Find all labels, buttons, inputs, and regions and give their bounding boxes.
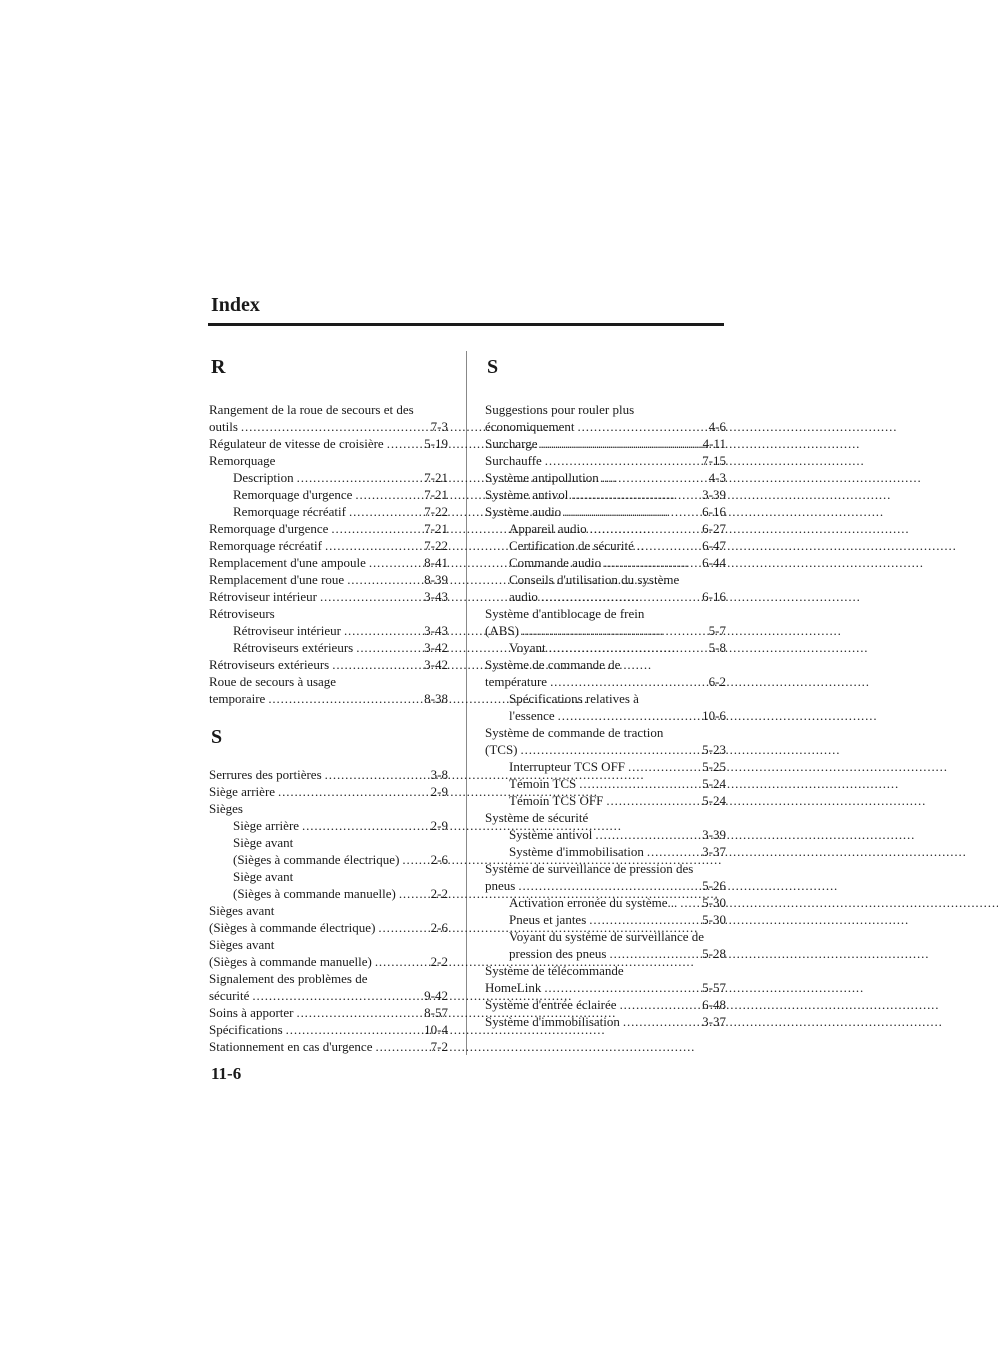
index-entry	[209, 987, 448, 1004]
dot-leader	[547, 673, 709, 690]
entry-page-ref: 4-3	[708, 470, 726, 485]
index-entry	[485, 911, 726, 928]
index-heading: Signalement des problèmes de	[209, 971, 368, 986]
entry-label: pression des pneus	[509, 946, 607, 961]
index-entry	[485, 741, 726, 758]
dot-leader	[249, 987, 424, 1004]
dot-leader	[353, 639, 424, 656]
dot-leader	[372, 1038, 430, 1055]
index-entry	[485, 554, 726, 571]
dot-leader	[576, 775, 702, 792]
index-heading: Rétroviseurs	[209, 606, 275, 621]
entry-label: Système d'immobilisation	[509, 844, 644, 859]
index-heading: Suggestions pour rouler plus	[485, 402, 635, 417]
dot-leader	[352, 486, 424, 503]
index-entry	[485, 503, 726, 520]
dot-leader	[601, 554, 702, 571]
dot-leader	[265, 690, 424, 707]
entry-page-ref: 5-8	[708, 640, 726, 655]
index-entry	[209, 1004, 448, 1021]
dot-leader	[634, 537, 702, 554]
left-column	[209, 353, 448, 1055]
entry-label: température	[485, 674, 548, 689]
index-entry	[485, 707, 726, 724]
entry-label: Activation erronée du système...	[509, 895, 678, 910]
dot-leader	[322, 537, 424, 554]
index-entry	[485, 639, 726, 656]
page-number: 11-6	[211, 1064, 242, 1083]
dot-leader	[586, 911, 702, 928]
dot-leader	[299, 817, 431, 834]
index-heading: Siège avant	[233, 869, 294, 884]
index-heading: Spécifications relatives à	[509, 691, 639, 706]
dot-leader	[518, 741, 703, 758]
entry-page-ref: 5-24	[702, 776, 726, 791]
entry-page-ref: 2-2	[430, 954, 448, 969]
entry-label: Remplacement d'une roue	[209, 572, 345, 587]
entry-label: Surchauffe	[485, 453, 542, 468]
entry-label: Siège arrière	[209, 784, 276, 799]
entry-label: Rétroviseur intérieur	[209, 589, 317, 604]
entry-page-ref: 9-42	[424, 988, 448, 1003]
index-list-r	[209, 401, 448, 707]
dot-leader	[384, 435, 424, 452]
index-entry	[485, 622, 726, 639]
entry-page-ref: 6-27	[702, 521, 726, 536]
entry-page-ref: 3-42	[424, 640, 448, 655]
dot-leader	[238, 418, 431, 435]
dot-leader	[519, 622, 709, 639]
entry-label: Serrures des portières	[209, 767, 322, 782]
entry-label: Système d'entrée éclairée	[485, 997, 617, 1012]
section-letter-s: S	[487, 356, 499, 378]
dot-leader	[677, 894, 702, 911]
entry-page-ref: 4-11	[702, 436, 726, 451]
index-entry	[485, 435, 726, 452]
entry-page-ref: 6-16	[702, 504, 726, 519]
entry-page-ref: 2-2	[430, 886, 448, 901]
index-entry	[209, 885, 448, 902]
entry-label: Spécifications	[209, 1022, 283, 1037]
dot-leader	[603, 792, 702, 809]
dot-leader	[538, 588, 702, 605]
dot-leader	[546, 639, 709, 656]
dot-leader	[372, 953, 431, 970]
index-entry	[485, 979, 726, 996]
dot-leader	[344, 571, 424, 588]
entry-label: outils	[209, 419, 238, 434]
dot-leader	[599, 469, 709, 486]
entry-label: Appareil audio	[509, 521, 587, 536]
dot-leader	[568, 486, 702, 503]
dot-leader	[575, 418, 709, 435]
entry-page-ref: 8-39	[424, 572, 448, 587]
entry-page-ref: 8-38	[424, 691, 448, 706]
section-letter-s: S	[211, 726, 223, 748]
entry-page-ref: 7-22	[424, 538, 448, 553]
index-entry	[209, 953, 448, 970]
entry-page-ref: 3-39	[702, 487, 726, 502]
entry-label: HomeLink	[485, 980, 542, 995]
right-column	[485, 353, 726, 1030]
index-entry	[485, 792, 726, 809]
index-entry	[485, 520, 726, 537]
entry-label: (Sièges à commande électrique)	[209, 920, 376, 935]
index-entry	[209, 817, 448, 834]
index-heading: Roue de secours à usage	[209, 674, 337, 689]
entry-page-ref: 2-6	[430, 852, 448, 867]
index-entry	[485, 945, 726, 962]
index-entry	[485, 826, 726, 843]
index-heading: Système d'antiblocage de frein	[485, 606, 645, 621]
dot-leader	[561, 503, 702, 520]
entry-label: (Sièges à commande manuelle)	[209, 954, 372, 969]
entry-page-ref: 10-6	[702, 708, 726, 723]
index-entry	[209, 1021, 448, 1038]
index-entry	[209, 571, 448, 588]
dot-leader	[541, 979, 702, 996]
index-entry	[209, 1038, 448, 1055]
index-entry	[209, 503, 448, 520]
index-heading: Rangement de la roue de secours et des	[209, 402, 414, 417]
index-entry	[485, 1013, 726, 1030]
entry-page-ref: 6-47	[702, 538, 726, 553]
index-entry	[209, 588, 448, 605]
index-heading: Sièges avant	[209, 937, 275, 952]
entry-label: Système antivol	[485, 487, 569, 502]
index-entry	[209, 639, 448, 656]
entry-label: Interrupteur TCS OFF	[509, 759, 626, 774]
entry-page-ref: 3-43	[424, 589, 448, 604]
entry-page-ref: 5-25	[702, 759, 726, 774]
index-heading: Conseils d'utilisation du système	[509, 572, 680, 587]
dot-leader	[592, 826, 702, 843]
entry-label: économiquement	[485, 419, 575, 434]
entry-page-ref: 3-37	[702, 844, 726, 859]
index-entry	[485, 775, 726, 792]
index-entry	[485, 758, 726, 775]
dot-leader	[515, 877, 702, 894]
entry-label: Remplacement d'une ampoule	[209, 555, 366, 570]
dot-leader	[283, 1021, 425, 1038]
index-entry	[209, 690, 448, 707]
entry-label: pneus	[485, 878, 516, 893]
entry-page-ref: 5-26	[702, 878, 726, 893]
entry-page-ref: 5-57	[702, 980, 726, 995]
dot-leader	[587, 520, 703, 537]
index-list-s	[209, 766, 448, 1055]
entry-page-ref: 4-6	[708, 419, 726, 434]
entry-page-ref: 2-9	[430, 818, 448, 833]
entry-label: Système d'immobilisation	[485, 1014, 620, 1029]
entry-page-ref: 5-30	[702, 895, 726, 910]
entry-label: Commande audio	[509, 555, 602, 570]
entry-page-ref: 3-43	[424, 623, 448, 638]
index-heading: Sièges	[209, 801, 243, 816]
index-entry	[485, 588, 726, 605]
entry-label: Pneus et jantes	[509, 912, 587, 927]
entry-label: Rétroviseur intérieur	[233, 623, 341, 638]
index-heading: Remorquage	[209, 453, 276, 468]
index-entry	[209, 554, 448, 571]
entry-page-ref: 7-22	[424, 504, 448, 519]
entry-label: Rétroviseurs extérieurs	[209, 657, 330, 672]
index-list-s	[485, 401, 726, 1030]
entry-label: (Sièges à commande manuelle)	[233, 886, 396, 901]
index-entry	[209, 537, 448, 554]
entry-label: Voyant	[509, 640, 546, 655]
index-heading: Siège avant	[233, 835, 294, 850]
dot-leader	[396, 885, 431, 902]
entry-page-ref: 7-21	[424, 487, 448, 502]
entry-page-ref: 5-24	[702, 793, 726, 808]
dot-leader	[366, 554, 424, 571]
index-entry	[209, 469, 448, 486]
entry-page-ref: 5-19	[424, 436, 448, 451]
entry-label: (ABS)	[485, 623, 519, 638]
entry-label: Remorquage récréatif	[233, 504, 346, 519]
entry-label: Rétroviseurs extérieurs	[233, 640, 354, 655]
index-entry	[209, 783, 448, 800]
dot-leader	[555, 707, 703, 724]
entry-page-ref: 8-57	[424, 1005, 448, 1020]
dot-leader	[617, 996, 703, 1013]
entry-label: Remorquage récréatif	[209, 538, 322, 553]
page-title: Index	[211, 294, 260, 316]
entry-page-ref: 6-16	[702, 589, 726, 604]
entry-label: Description	[233, 470, 294, 485]
index-entry	[209, 766, 448, 783]
index-entry	[209, 435, 448, 452]
dot-leader	[625, 758, 702, 775]
index-entry	[485, 877, 726, 894]
entry-label: sécurité	[209, 988, 250, 1003]
index-heading: Voyant du système de surveillance de	[509, 929, 705, 944]
index-heading: Système de commande de	[485, 657, 621, 672]
section-letter-r: R	[211, 356, 226, 378]
dot-leader	[346, 503, 424, 520]
index-entry	[485, 996, 726, 1013]
index-entry	[485, 673, 726, 690]
entry-label: (Sièges à commande électrique)	[233, 852, 400, 867]
dot-leader	[275, 783, 431, 800]
index-entry	[485, 843, 726, 860]
entry-page-ref: 5-7	[708, 623, 726, 638]
index-entry	[209, 486, 448, 503]
entry-label: Système antipollution	[485, 470, 599, 485]
index-heading: Sièges avant	[209, 903, 275, 918]
entry-page-ref: 3-37	[702, 1014, 726, 1029]
index-entry	[209, 851, 448, 868]
index-heading: Système de sécurité	[485, 810, 589, 825]
entry-label: Certification de sécurité	[509, 538, 634, 553]
entry-page-ref: 2-6	[430, 920, 448, 935]
entry-page-ref: 2-9	[430, 784, 448, 799]
index-entry	[485, 452, 726, 469]
entry-label: audio	[509, 589, 538, 604]
dot-leader	[293, 1004, 424, 1021]
dot-leader	[399, 851, 430, 868]
entry-page-ref: 3-8	[430, 767, 448, 782]
dot-leader	[329, 656, 424, 673]
dot-leader	[328, 520, 424, 537]
dot-leader	[537, 435, 702, 452]
dot-leader	[644, 843, 702, 860]
entry-label: Stationnement en cas d'urgence	[209, 1039, 373, 1054]
dot-leader	[375, 919, 430, 936]
index-entry	[485, 537, 726, 554]
entry-label: Système antivol	[509, 827, 593, 842]
entry-label: Système audio	[485, 504, 562, 519]
entry-label: Remorquage d'urgence	[233, 487, 353, 502]
dot-leader	[322, 766, 431, 783]
index-entry	[209, 418, 448, 435]
index-entry	[209, 520, 448, 537]
entry-label: Témoin TCS OFF	[509, 793, 604, 808]
entry-label: l'essence	[509, 708, 555, 723]
header-rule	[208, 323, 724, 326]
index-entry	[485, 894, 726, 911]
index-entry	[209, 622, 448, 639]
index-heading: Système de télécommande	[485, 963, 624, 978]
entry-page-ref: 7-2	[430, 1039, 448, 1054]
dot-leader	[317, 588, 424, 605]
entry-label: (TCS)	[485, 742, 518, 757]
entry-page-ref: 3-42	[424, 657, 448, 672]
entry-page-ref: 7-3	[430, 419, 448, 434]
entry-page-ref: 5-23	[702, 742, 726, 757]
entry-label: Surcharge	[485, 436, 538, 451]
entry-label: Régulateur de vitesse de croisière	[209, 436, 384, 451]
index-heading: Système de commande de traction	[485, 725, 664, 740]
entry-page-ref: 6-2	[708, 674, 726, 689]
entry-page-ref: 10-4	[424, 1022, 448, 1037]
entry-page-ref: 7-21	[424, 470, 448, 485]
dot-leader	[620, 1013, 702, 1030]
entry-page-ref: 7-15	[702, 453, 726, 468]
entry-label: temporaire	[209, 691, 266, 706]
index-entry	[485, 486, 726, 503]
dot-leader	[542, 452, 702, 469]
dot-leader	[607, 945, 703, 962]
entry-label: Remorquage d'urgence	[209, 521, 329, 536]
index-heading: Système de surveillance de pression des	[485, 861, 694, 876]
entry-page-ref: 3-39	[702, 827, 726, 842]
index-entry	[209, 919, 448, 936]
index-entry	[485, 418, 726, 435]
entry-page-ref: 5-28	[702, 946, 726, 961]
dot-leader	[294, 469, 425, 486]
entry-label: Siège arrière	[233, 818, 300, 833]
index-entry	[209, 656, 448, 673]
entry-page-ref: 8-41	[424, 555, 448, 570]
entry-label: Témoin TCS	[509, 776, 577, 791]
entry-page-ref: 6-44	[702, 555, 726, 570]
entry-page-ref: 7-21	[424, 521, 448, 536]
index-entry	[485, 469, 726, 486]
dot-leader	[341, 622, 424, 639]
entry-page-ref: 6-48	[702, 997, 726, 1012]
entry-page-ref: 5-30	[702, 912, 726, 927]
entry-label: Soins à apporter	[209, 1005, 294, 1020]
